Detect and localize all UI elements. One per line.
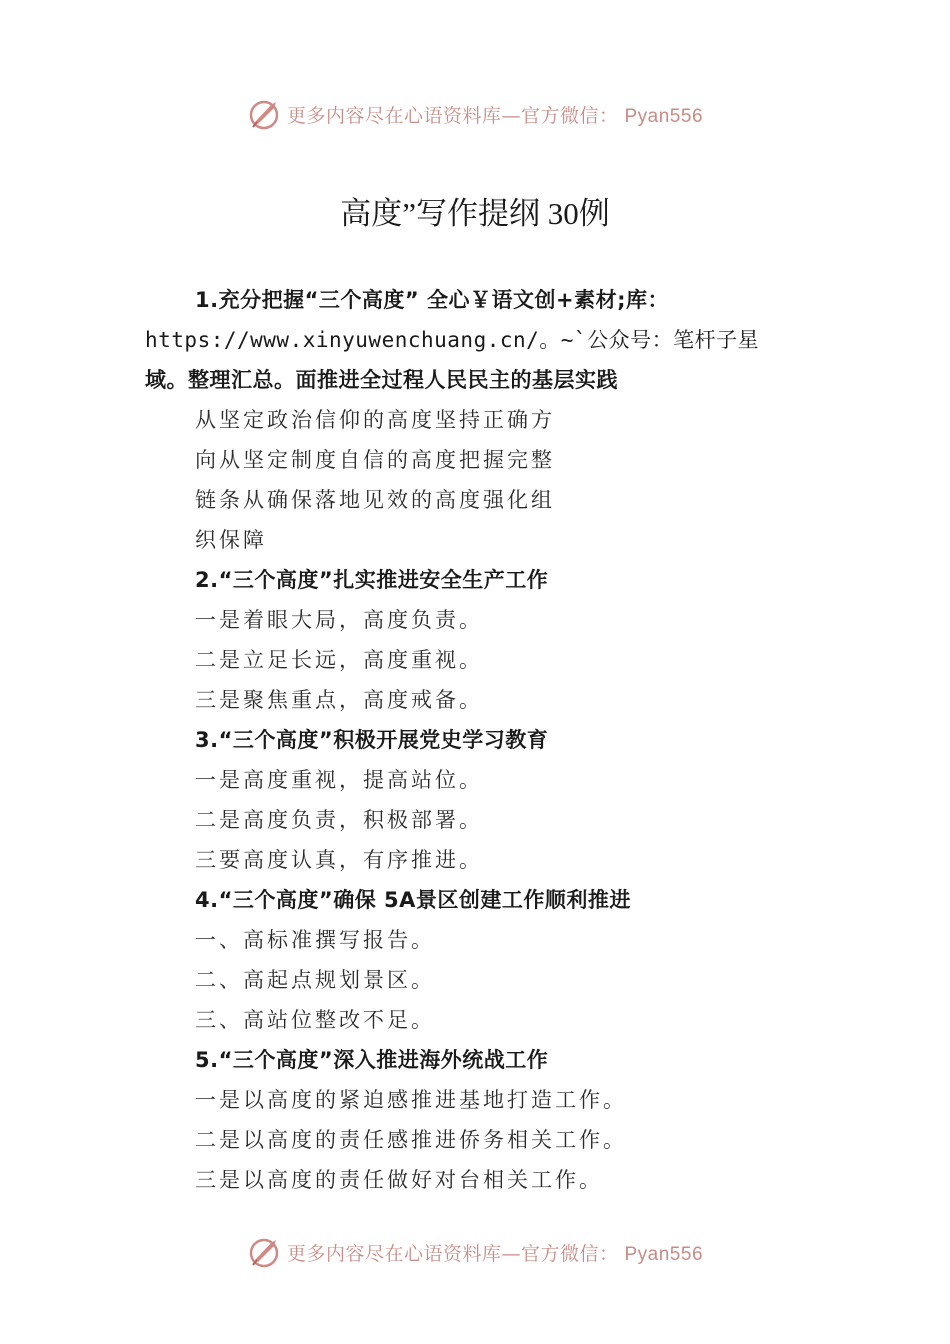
- document-body: [145, 280, 825, 1200]
- list-item: 二是高度负责，积极部署。: [195, 808, 483, 832]
- list-item: 向从坚定制度自信的高度把握完整: [195, 448, 555, 472]
- list-item: 三、高站位整改不足。: [195, 1008, 435, 1032]
- list-item: 三要高度认真，有序推进。: [195, 848, 483, 872]
- list-item: 一是以高度的紧迫感推进基地打造工作。: [195, 1088, 627, 1112]
- watermark-text: [287, 1239, 703, 1266]
- section-heading-2: 2.“三个高度”扎实推进安全生产工作: [195, 568, 549, 592]
- section-heading-1-line-2: https://www.xinyuwenchuang.cn/。~`公众号：笔杆子星: [145, 328, 760, 352]
- watermark-wechat-id: Pyan556: [624, 1243, 704, 1265]
- pen-logo-icon: [247, 96, 283, 132]
- watermark-wechat-id: Pyan556: [624, 105, 704, 127]
- watermark-label: 更多内容尽在心语资料库—官方微信：: [286, 1242, 619, 1265]
- list-item: 织保障: [195, 528, 267, 552]
- section-heading-1-line-1: 1.充分把握“三个高度” 全心￥语文创+素材;库：: [195, 288, 669, 312]
- watermark-text: [287, 101, 703, 128]
- list-item: 一、高标准撰写报告。: [195, 928, 435, 952]
- section-heading-1-line-3: 域。整理汇总。面推进全过程人民民主的基层实践: [145, 368, 618, 392]
- list-item: 二是以高度的责任感推进侨务相关工作。: [195, 1128, 627, 1152]
- list-item: 链条从确保落地见效的高度强化组: [195, 488, 555, 512]
- pen-logo-icon: [247, 1234, 283, 1270]
- list-item: 一是着眼大局，高度负责。: [195, 608, 483, 632]
- section-heading-3: 3.“三个高度”积极开展党史学习教育: [195, 728, 549, 752]
- list-item: 二、高起点规划景区。: [195, 968, 435, 992]
- section-heading-5: 5.“三个高度”深入推进海外统战工作: [195, 1048, 549, 1072]
- watermark-banner-bottom: [0, 1232, 950, 1272]
- document-title: 高度”写作提纲 30例: [340, 196, 610, 231]
- watermark-banner-top: [0, 94, 950, 134]
- watermark-label: 更多内容尽在心语资料库—官方微信：: [286, 104, 619, 127]
- list-item: 三是以高度的责任做好对台相关工作。: [195, 1168, 603, 1192]
- section-heading-4: 4.“三个高度”确保 5A景区创建工作顺利推进: [195, 888, 631, 912]
- list-item: 二是立足长远，高度重视。: [195, 648, 483, 672]
- list-item: 一是高度重视，提高站位。: [195, 768, 483, 792]
- section-heading-1: [145, 280, 825, 400]
- list-item: 三是聚焦重点，高度戒备。: [195, 688, 483, 712]
- list-item: 从坚定政治信仰的高度坚持正确方: [195, 408, 555, 432]
